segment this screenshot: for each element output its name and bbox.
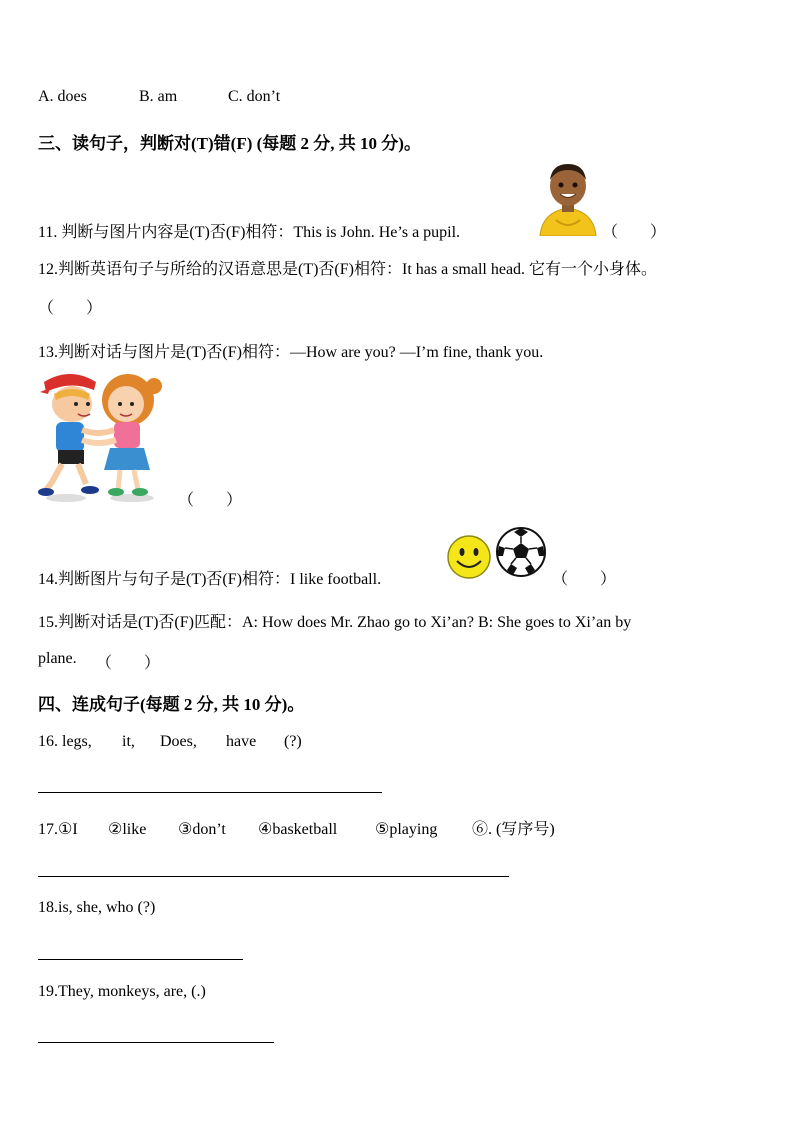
section3-title: 三、读句子，判断对(T)错(F) (每题 2 分, 共 10 分)。 (38, 134, 421, 153)
q15-text-line2: plane. (38, 650, 77, 667)
q16-words (38, 733, 302, 751)
q11-text: 11. 判断与图片内容是(T)否(F)相符：This is John. He’s a pupil. (38, 224, 461, 241)
q11-answer-paren[interactable]: （ ） (602, 224, 667, 241)
q19-text: 19.They, monkeys, are, (.) (38, 983, 206, 1000)
q16-answer-line[interactable] (38, 792, 382, 793)
q18-text: 18.is, she, who (?) (38, 899, 156, 916)
q16-word: Does, (160, 733, 197, 750)
q17-words (38, 816, 555, 839)
q16-word: (?) (284, 733, 302, 750)
kids-greeting-icon (36, 370, 174, 504)
q15-answer-paren[interactable]: （ ） (96, 655, 161, 672)
boy-figure-icon (536, 160, 600, 236)
q10-option-a: A. does (38, 88, 87, 105)
q10-option-c: C. don’t (228, 88, 281, 105)
q10-option-b: B. am (139, 88, 178, 105)
soccer-ball-icon (495, 526, 547, 578)
q17-word: ③don’t (178, 821, 226, 838)
q17-word: ④basketball (258, 821, 338, 838)
q12-answer-paren[interactable]: （ ） (38, 300, 103, 317)
q12-text: 12.判断英语句子与所给的汉语意思是(T)否(F)相符：It has a small head. 它有一个小身体。 (38, 261, 658, 278)
q13-text: 13.判断对话与图片是(T)否(F)相符：—How are you? —I’m fine, thank you. (38, 344, 544, 361)
q15-text-line1: 15.判断对话是(T)否(F)匹配：A: How does Mr. Zhao go to Xi’an? B: She goes to Xi’an by (38, 614, 632, 631)
q16-word: it, (122, 733, 135, 750)
q17-word: 17.①I (38, 821, 78, 838)
q17-word: ⑤playing (375, 821, 438, 838)
q17-word: ⑥. (写序号) (472, 821, 555, 838)
q16-word: have (226, 733, 257, 750)
q14-answer-paren[interactable]: （ ） (552, 571, 617, 588)
q16-word: 16. legs, (38, 733, 92, 750)
q19-answer-line[interactable] (38, 1042, 274, 1043)
q10-options (38, 88, 280, 106)
section4-title: 四、连成句子(每题 2 分, 共 10 分)。 (38, 695, 305, 714)
q18-answer-line[interactable] (38, 959, 243, 960)
q17-answer-line[interactable] (38, 876, 509, 877)
q14-text: 14.判断图片与句子是(T)否(F)相符：I like football. (38, 571, 382, 588)
smiley-face-icon (446, 534, 492, 580)
q13-answer-paren[interactable]: （ ） (178, 492, 243, 509)
q17-word: ②like (108, 821, 147, 838)
